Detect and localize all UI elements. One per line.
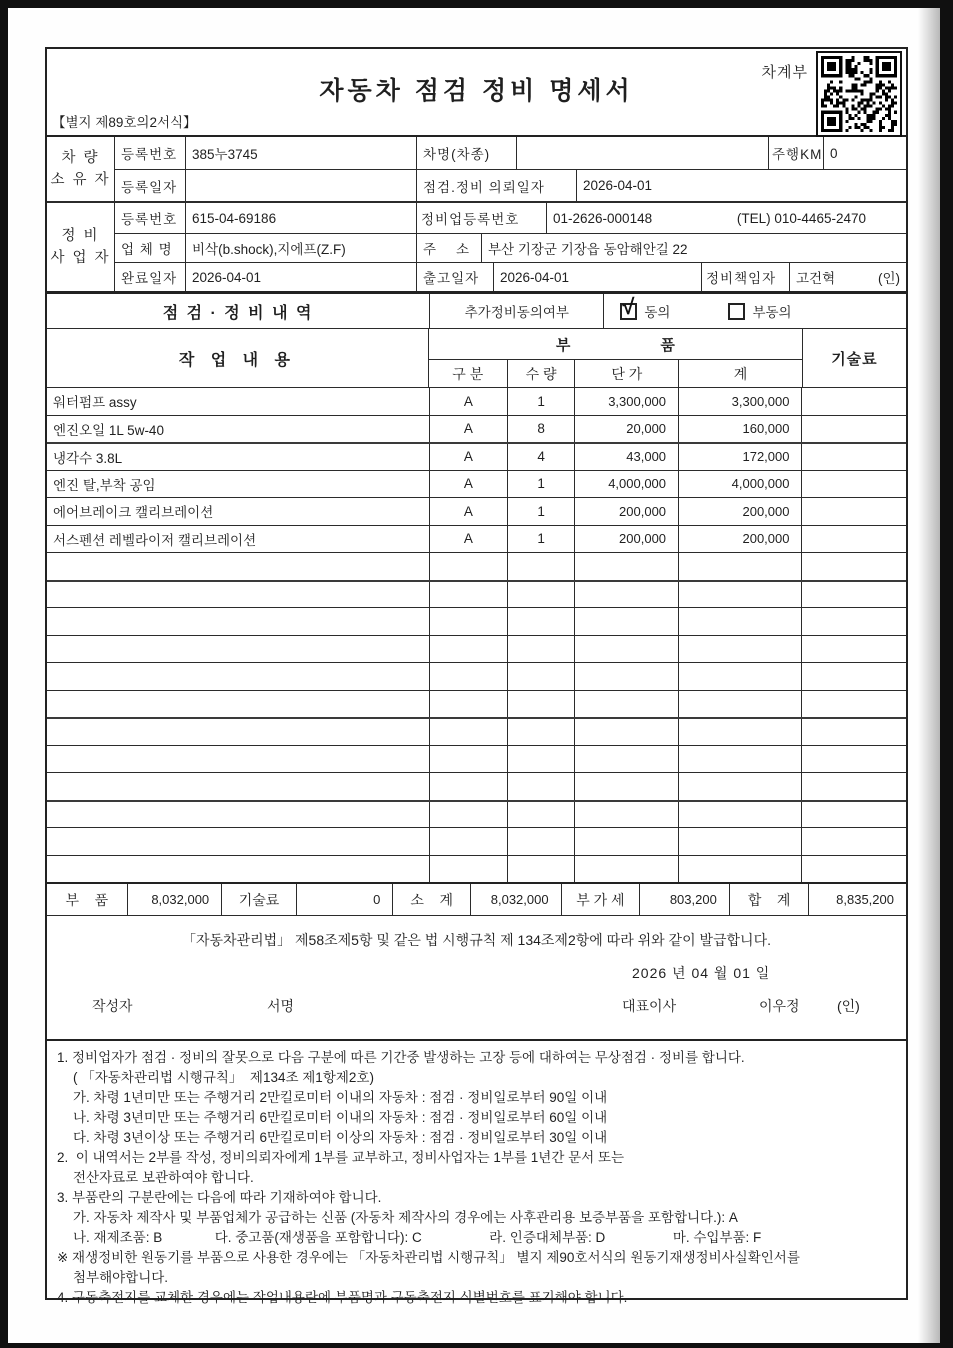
part-qty bbox=[507, 828, 575, 855]
work-name: 엔진 탈,부착 공임 bbox=[53, 477, 156, 493]
part-unit-price bbox=[574, 746, 678, 773]
labor-fee-cell bbox=[801, 388, 906, 415]
address-label: 주 소 bbox=[416, 234, 481, 262]
owner-reg-date-value bbox=[185, 170, 416, 201]
work-row bbox=[47, 470, 906, 498]
note-line: 전산자료로 보관하여야 합니다. bbox=[73, 1170, 254, 1185]
release-date-value: 2026-04-01 bbox=[493, 263, 701, 291]
labor-fee-cell bbox=[801, 719, 906, 745]
agree-checkbox bbox=[620, 294, 637, 320]
labor-fee-cell bbox=[801, 498, 906, 525]
part-type bbox=[429, 746, 507, 773]
part-qty bbox=[507, 691, 575, 718]
totals-grand-value: 8,835,200 bbox=[808, 884, 906, 915]
repair-statement-document bbox=[45, 47, 908, 1305]
work-name bbox=[47, 582, 429, 608]
manager-value bbox=[789, 263, 906, 291]
work-name bbox=[47, 608, 429, 635]
work-name bbox=[47, 773, 429, 800]
manager-seal: (인) bbox=[877, 271, 900, 286]
qr-code-icon bbox=[816, 51, 902, 137]
part-unit-price bbox=[574, 691, 678, 718]
mileage-label: 주행KM bbox=[768, 137, 823, 169]
agree-label: 동의 bbox=[644, 305, 671, 320]
part-type: A bbox=[429, 471, 507, 498]
work-row-empty bbox=[47, 717, 906, 745]
part-qty bbox=[507, 719, 575, 745]
part-type bbox=[429, 553, 507, 580]
check-icon: √ bbox=[622, 294, 635, 319]
disagree-option bbox=[728, 301, 791, 321]
biz-reg-no-label: 등록번호 bbox=[121, 212, 178, 227]
part-type: A bbox=[429, 416, 507, 443]
part-type: A bbox=[429, 526, 507, 553]
note-line: 나. 재제조품: B 다. 중고품(재생품을 포함합니다): C 라. 인증대체부품: D 마. 수입부품: F bbox=[73, 1230, 762, 1245]
manager-label: 정비책임자 bbox=[701, 263, 789, 291]
part-type bbox=[429, 582, 507, 608]
part-unit-price: 4,000,000 bbox=[574, 471, 678, 498]
owner-reg-date-label: 등록일자 bbox=[121, 179, 178, 195]
totals-parts-label: 부 품 bbox=[65, 891, 109, 908]
part-type bbox=[429, 856, 507, 883]
labor-fee-cell bbox=[801, 553, 906, 580]
part-qty: 4 bbox=[507, 444, 575, 470]
work-row bbox=[47, 497, 906, 525]
business-row-3 bbox=[115, 262, 906, 291]
part-total bbox=[678, 746, 801, 773]
part-total bbox=[678, 691, 801, 718]
part-type bbox=[429, 828, 507, 855]
footer-notes bbox=[47, 1039, 906, 1308]
business-row-2 bbox=[115, 233, 906, 262]
part-type: A bbox=[429, 444, 507, 470]
work-row-empty bbox=[47, 800, 906, 828]
consent-label: 추가정비동의여부 bbox=[429, 294, 603, 328]
work-name: 서스펜션 레벨라이저 캘리브레이션 bbox=[53, 532, 257, 548]
part-unit-price bbox=[574, 828, 678, 855]
owner-reg-no-value: 385누3745 bbox=[185, 137, 416, 169]
document-header bbox=[47, 49, 906, 135]
note-line: 나. 차령 3년미만 또는 주행거리 6만킬로미터 이내의 자동차 : 점검 · 정비일로부터 60일 이내 bbox=[73, 1110, 608, 1125]
consent-options bbox=[603, 294, 906, 328]
part-type bbox=[429, 663, 507, 690]
part-total bbox=[678, 719, 801, 745]
biz-reg-no-value: 615-04-69186 bbox=[185, 203, 416, 233]
labor-fee-cell bbox=[801, 444, 906, 470]
owner-section bbox=[47, 137, 906, 201]
part-qty: 8 bbox=[507, 416, 575, 443]
part-qty: 1 bbox=[507, 498, 575, 525]
work-name bbox=[47, 719, 429, 745]
part-total bbox=[678, 608, 801, 635]
labor-fee-cell bbox=[801, 828, 906, 855]
car-name-value bbox=[516, 137, 768, 169]
work-row bbox=[47, 525, 906, 553]
part-unit-price bbox=[574, 802, 678, 828]
part-qty: 1 bbox=[507, 526, 575, 553]
totals-subtotal-label: 소 계 bbox=[392, 884, 470, 915]
work-name: 에어브레이크 캘리브레이션 bbox=[53, 505, 214, 521]
disagree-checkbox bbox=[728, 303, 745, 320]
labor-fee-cell bbox=[801, 608, 906, 635]
part-total bbox=[678, 856, 801, 883]
biz-license-number: 01-2626-000148 bbox=[553, 210, 653, 226]
part-unit-price: 3,300,000 bbox=[574, 388, 678, 415]
labor-fee-cell bbox=[801, 802, 906, 828]
note-line: 다. 차령 3년이상 또는 주행거리 6만킬로미터 이상의 자동차 : 점검 · 정비일로부터 30일 이내 bbox=[73, 1130, 608, 1145]
part-qty bbox=[507, 553, 575, 580]
owner-reg-no-label: 등록번호 bbox=[121, 147, 178, 162]
part-unit-price bbox=[574, 719, 678, 745]
labor-fee-cell bbox=[801, 746, 906, 773]
page-title: 자동차 점검 정비 명세서 bbox=[319, 77, 634, 105]
work-row-empty bbox=[47, 580, 906, 608]
work-row bbox=[47, 415, 906, 443]
details-header-bar bbox=[47, 291, 906, 328]
part-unit-price: 200,000 bbox=[574, 498, 678, 525]
work-name bbox=[47, 856, 429, 883]
part-total bbox=[678, 802, 801, 828]
part-type bbox=[429, 636, 507, 663]
mileage-value: 0 bbox=[823, 137, 906, 169]
totals-vat-value: 803,200 bbox=[639, 884, 729, 915]
part-total: 160,000 bbox=[678, 416, 801, 443]
details-title: 점 검 · 정 비 내 역 bbox=[162, 304, 314, 322]
scanned-page bbox=[8, 8, 940, 1343]
part-total bbox=[678, 663, 801, 690]
work-name bbox=[47, 746, 429, 773]
issuance-statement: 「자동차관리법」 제58조제5항 및 같은 법 시행규칙 제 134조제2항에 따라 위와 같이 발급합니다. bbox=[182, 932, 771, 948]
part-qty bbox=[507, 746, 575, 773]
vehicle-business-table bbox=[47, 135, 906, 291]
totals-labor-label: 기술료 bbox=[221, 884, 296, 915]
labor-fee-cell bbox=[801, 416, 906, 443]
biz-license-value bbox=[546, 203, 906, 233]
work-row-empty bbox=[47, 745, 906, 773]
work-rows bbox=[47, 387, 906, 882]
release-date-label: 출고일자 bbox=[416, 263, 493, 291]
request-date-label: 점검.정비 의뢰일자 bbox=[416, 170, 576, 201]
col-type-header: 구 분 bbox=[452, 365, 484, 382]
totals-parts-value: 8,032,000 bbox=[127, 884, 222, 915]
manager-name: 고건혁 bbox=[796, 271, 836, 286]
part-total: 3,300,000 bbox=[678, 388, 801, 415]
col-qty-header: 수 량 bbox=[507, 360, 575, 387]
part-type: A bbox=[429, 388, 507, 415]
ceo-label: 대표이사 bbox=[622, 998, 677, 1014]
part-type bbox=[429, 719, 507, 745]
note-line: 4. 구동축전지를 교체한 경우에는 작업내용란에 부품명과 구동축전지 식별번호를 표기해야 합니다. bbox=[57, 1290, 628, 1305]
part-type: A bbox=[429, 498, 507, 525]
work-content-header: 작 업 내 용 bbox=[178, 351, 297, 369]
part-qty bbox=[507, 608, 575, 635]
part-unit-price bbox=[574, 608, 678, 635]
work-row-empty bbox=[47, 662, 906, 690]
work-name: 워터펌프 assy bbox=[53, 395, 137, 411]
work-table-header bbox=[47, 328, 906, 387]
part-qty: 1 bbox=[507, 471, 575, 498]
owner-row-1 bbox=[115, 137, 906, 169]
part-qty bbox=[507, 773, 575, 800]
work-name: 냉각수 3.8L bbox=[53, 450, 123, 466]
labor-fee-cell bbox=[801, 691, 906, 718]
note-line: 1. 정비업자가 점검 · 정비의 잘못으로 다음 구분에 따른 기간중 발생하는 고장 등에 대하여는 무상점검 · 정비를 합니다. bbox=[57, 1050, 745, 1065]
labor-fee-cell bbox=[801, 856, 906, 883]
part-unit-price bbox=[574, 582, 678, 608]
writer-label: 작성자 bbox=[92, 998, 133, 1014]
labor-fee-header: 기술료 bbox=[802, 329, 906, 387]
work-row-empty bbox=[47, 827, 906, 855]
part-qty bbox=[507, 663, 575, 690]
part-total: 4,000,000 bbox=[678, 471, 801, 498]
note-line: 첨부해야합니다. bbox=[73, 1270, 169, 1285]
ceo-name: 이우정 bbox=[759, 998, 800, 1014]
part-total: 172,000 bbox=[678, 444, 801, 470]
part-total bbox=[678, 553, 801, 580]
part-total: 200,000 bbox=[678, 526, 801, 553]
note-line: ( 「자동차관리법 시행규칙」 제134조 제1항제2호) bbox=[73, 1070, 374, 1085]
business-section bbox=[47, 201, 906, 291]
sign-label: 서명 bbox=[267, 998, 295, 1014]
complete-date-label: 완료일자 bbox=[121, 271, 178, 286]
part-qty bbox=[507, 856, 575, 883]
part-unit-price bbox=[574, 856, 678, 883]
labor-fee-cell bbox=[801, 773, 906, 800]
work-row-empty bbox=[47, 690, 906, 718]
parts-subheader bbox=[429, 359, 802, 387]
totals-labor-value: 0 bbox=[296, 884, 393, 915]
part-unit-price bbox=[574, 553, 678, 580]
work-name bbox=[47, 663, 429, 690]
work-name bbox=[47, 802, 429, 828]
part-qty bbox=[507, 636, 575, 663]
part-total bbox=[678, 582, 801, 608]
company-label: 업 체 명 bbox=[121, 242, 173, 257]
note-line: 가. 자동차 제작사 및 부품업체가 공급하는 신품 (자동차 제작사의 경우에는 사후관리용 보증부품을 포함합니다.): A bbox=[73, 1210, 738, 1225]
part-qty bbox=[507, 582, 575, 608]
part-unit-price bbox=[574, 773, 678, 800]
complete-date-value: 2026-04-01 bbox=[185, 263, 416, 291]
work-row-empty bbox=[47, 772, 906, 800]
labor-fee-cell bbox=[801, 471, 906, 498]
work-row bbox=[47, 442, 906, 470]
note-line: ※ 재생정비한 원동기를 부품으로 사용한 경우에는 「자동차관리법 시행규칙」 별지 제90호서식의 원동기재생정비사실확인서를 bbox=[57, 1250, 800, 1265]
form-code: 【별지 제89호의2서식】 bbox=[52, 115, 197, 130]
company-value: 비삭(b.shock),지에프(Z.F) bbox=[185, 234, 416, 262]
work-row-empty bbox=[47, 552, 906, 580]
labor-fee-cell bbox=[801, 663, 906, 690]
part-type bbox=[429, 802, 507, 828]
labor-fee-cell bbox=[801, 582, 906, 608]
work-name: 엔진오일 1L 5w-40 bbox=[53, 422, 164, 438]
work-name bbox=[47, 828, 429, 855]
part-unit-price: 20,000 bbox=[574, 416, 678, 443]
part-total bbox=[678, 828, 801, 855]
work-row bbox=[47, 387, 906, 415]
car-name-label: 차명(차종) bbox=[416, 137, 516, 169]
part-unit-price bbox=[574, 663, 678, 690]
note-line: 3. 부품란의 구분란에는 다음에 따라 기재하여야 합니다. bbox=[57, 1190, 382, 1205]
issuance-section bbox=[47, 915, 906, 1039]
totals-subtotal-value: 8,032,000 bbox=[470, 884, 561, 915]
work-name bbox=[47, 691, 429, 718]
labor-fee-cell bbox=[801, 526, 906, 553]
col-unit-price-header: 단 가 bbox=[574, 360, 678, 387]
ceo-seal: (인) bbox=[837, 998, 860, 1014]
work-row-empty bbox=[47, 607, 906, 635]
note-line: 가. 차령 1년미만 또는 주행거리 2만킬로미터 이내의 자동차 : 점검 · 정비일로부터 90일 이내 bbox=[73, 1090, 608, 1105]
work-row-empty bbox=[47, 635, 906, 663]
parts-header: 부 품 bbox=[555, 336, 675, 354]
work-row-empty bbox=[47, 855, 906, 883]
owner-row-2 bbox=[115, 169, 906, 201]
part-type bbox=[429, 773, 507, 800]
part-qty bbox=[507, 802, 575, 828]
totals-vat-label: 부 가 세 bbox=[561, 884, 640, 915]
biz-phone: (TEL) 010-4465-2470 bbox=[736, 210, 866, 226]
work-name bbox=[47, 636, 429, 663]
biz-license-label: 정비업등록번호 bbox=[416, 203, 546, 233]
disagree-label: 부동의 bbox=[752, 305, 792, 320]
totals-grand-label: 합 계 bbox=[729, 884, 809, 915]
address-value: 부산 기장군 기장읍 동암해안길 22 bbox=[481, 234, 906, 262]
part-unit-price bbox=[574, 636, 678, 663]
part-type bbox=[429, 691, 507, 718]
part-total bbox=[678, 773, 801, 800]
business-row-1 bbox=[115, 203, 906, 233]
part-qty: 1 bbox=[507, 388, 575, 415]
owner-section-label: 차 량 소 유 자 bbox=[47, 137, 115, 201]
issuance-date: 2026 년 04 월 01 일 bbox=[632, 965, 771, 981]
request-date-value: 2026-04-01 bbox=[576, 170, 906, 201]
part-type bbox=[429, 608, 507, 635]
agree-option bbox=[620, 294, 671, 321]
col-total-header: 계 bbox=[678, 360, 802, 387]
part-total bbox=[678, 636, 801, 663]
part-total: 200,000 bbox=[678, 498, 801, 525]
labor-fee-cell bbox=[801, 636, 906, 663]
note-line: 2. 이 내역서는 2부를 작성, 정비의뢰자에게 1부를 교부하고, 정비사업자는 1부를 1년간 문서 또는 bbox=[57, 1150, 625, 1165]
part-unit-price: 43,000 bbox=[574, 444, 678, 470]
totals-row bbox=[47, 882, 906, 915]
business-section-label: 정 비 사 업 자 bbox=[47, 203, 115, 291]
part-unit-price: 200,000 bbox=[574, 526, 678, 553]
work-name bbox=[47, 553, 429, 580]
ledger-label: 차계부 bbox=[761, 64, 808, 81]
